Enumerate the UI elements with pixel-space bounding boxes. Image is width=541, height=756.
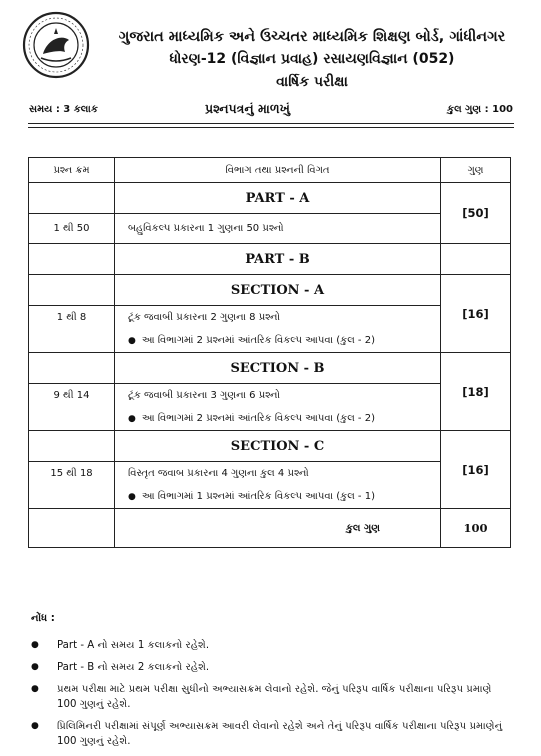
part-a-range: 1 થી 50 (29, 214, 115, 244)
section-c-heading: SECTION - C (115, 431, 441, 462)
section-c-marks: [16] (441, 431, 511, 509)
subject-title: ધોરણ-12 (વિજ્ઞાન પ્રવાહ) રસાયણવિજ્ઞાન (052) (169, 51, 455, 67)
part-a-heading: PART - A (115, 183, 441, 214)
section-c-detail: વિસ્તૃત જવાબ પ્રકારના 4 ગુણના કુલ 4 પ્રશ્નો (128, 468, 309, 479)
board-logo (21, 10, 91, 80)
header-marks: ગુણ (441, 158, 511, 183)
total-value: 100 (441, 509, 511, 548)
section-c-range: 15 થી 18 (29, 462, 115, 509)
section-b-heading: SECTION - B (115, 353, 441, 384)
bullet-icon: ● (128, 336, 136, 346)
page-title: પ્રશ્નપત્રનું માળખું (205, 101, 290, 116)
bullet-icon: ● (128, 414, 136, 424)
divider-top (28, 123, 514, 124)
section-c-choice: આ વિભાગમાં 1 પ્રશ્નમાં આંતરિક વિકલ્પ આપવા (કુલ - 1) (141, 491, 375, 502)
section-a-detail: ટૂંક જવાબી પ્રકારના 2 ગુણના 8 પ્રશ્નો (128, 312, 281, 323)
exam-name: વાર્ષિક પરીક્ષા (276, 74, 348, 90)
note-item: ● Part - A નો સમય 1 કલાકનો રહેશે. (31, 638, 513, 653)
header-details: વિભાગ તથા પ્રશ્નની વિગત (115, 158, 441, 183)
part-b-heading: PART - B (115, 244, 441, 275)
section-a-choice: આ વિભાગમાં 2 પ્રશ્નમાં આંતરિક વિકલ્પ આપવા (કુલ - 2) (141, 335, 375, 346)
table-header-row (29, 158, 511, 183)
notes-section (31, 613, 513, 756)
header-question-no: પ્રશ્ન ક્રમ (29, 158, 115, 183)
blueprint-table (28, 157, 511, 548)
board-name: ગુજરાત માધ્યમિક અને ઉચ્ચતર માધ્યમિક શિક્ષણ બોર્ડ, ગાંધીનગર (118, 29, 506, 45)
total-marks: કુલ ગુણ : 100 (447, 104, 513, 115)
note-item: ● Part - B નો સમય 2 કલાકનો રહેશે. (31, 660, 513, 675)
section-a-range: 1 થી 8 (29, 306, 115, 353)
note-item: ● પ્રિલિમિનરી પરીક્ષામાં સંપૂર્ણ અભ્યાસક્રમ આવરી લેવાનો રહેશે અને તેનું પરિરૂપ વાર્ષિક પરીક્ષાના પરિરૂપ પ્રમાણેનું 100 ગુણનું રહેશે. (31, 719, 513, 749)
note-item: ● પ્રથમ પરીક્ષા માટે પ્રથમ પરીક્ષા સુધીનો અભ્યાસક્રમ લેવાનો રહેશે. જેનું પરિરૂપ વાર્ષિક પરીક્ષાના પરિરૂપ પ્રમાણે 100 ગુણનું રહેશે. (31, 682, 513, 712)
section-b-range: 9 થી 14 (29, 384, 115, 431)
bullet-icon: ● (128, 492, 136, 502)
total-label: કુલ ગુણ (115, 509, 441, 548)
section-b-marks: [18] (441, 353, 511, 431)
divider-bottom (28, 127, 514, 128)
section-a-heading: SECTION - A (115, 275, 441, 306)
exam-time: સમય : 3 કલાક (29, 104, 98, 115)
section-b-choice: આ વિભાગમાં 2 પ્રશ્નમાં આંતરિક વિકલ્પ આપવા (કુલ - 2) (141, 413, 375, 424)
section-b-detail: ટૂંક જવાબી પ્રકારના 3 ગુણના 6 પ્રશ્નો (128, 390, 281, 401)
section-a-marks: [16] (441, 275, 511, 353)
part-a-detail: બહુવિકલ્પ પ્રકારના 1 ગુણના 50 પ્રશ્નો (115, 214, 441, 244)
notes-title: નોંધ : (31, 613, 55, 624)
part-a-marks: [50] (441, 183, 511, 244)
